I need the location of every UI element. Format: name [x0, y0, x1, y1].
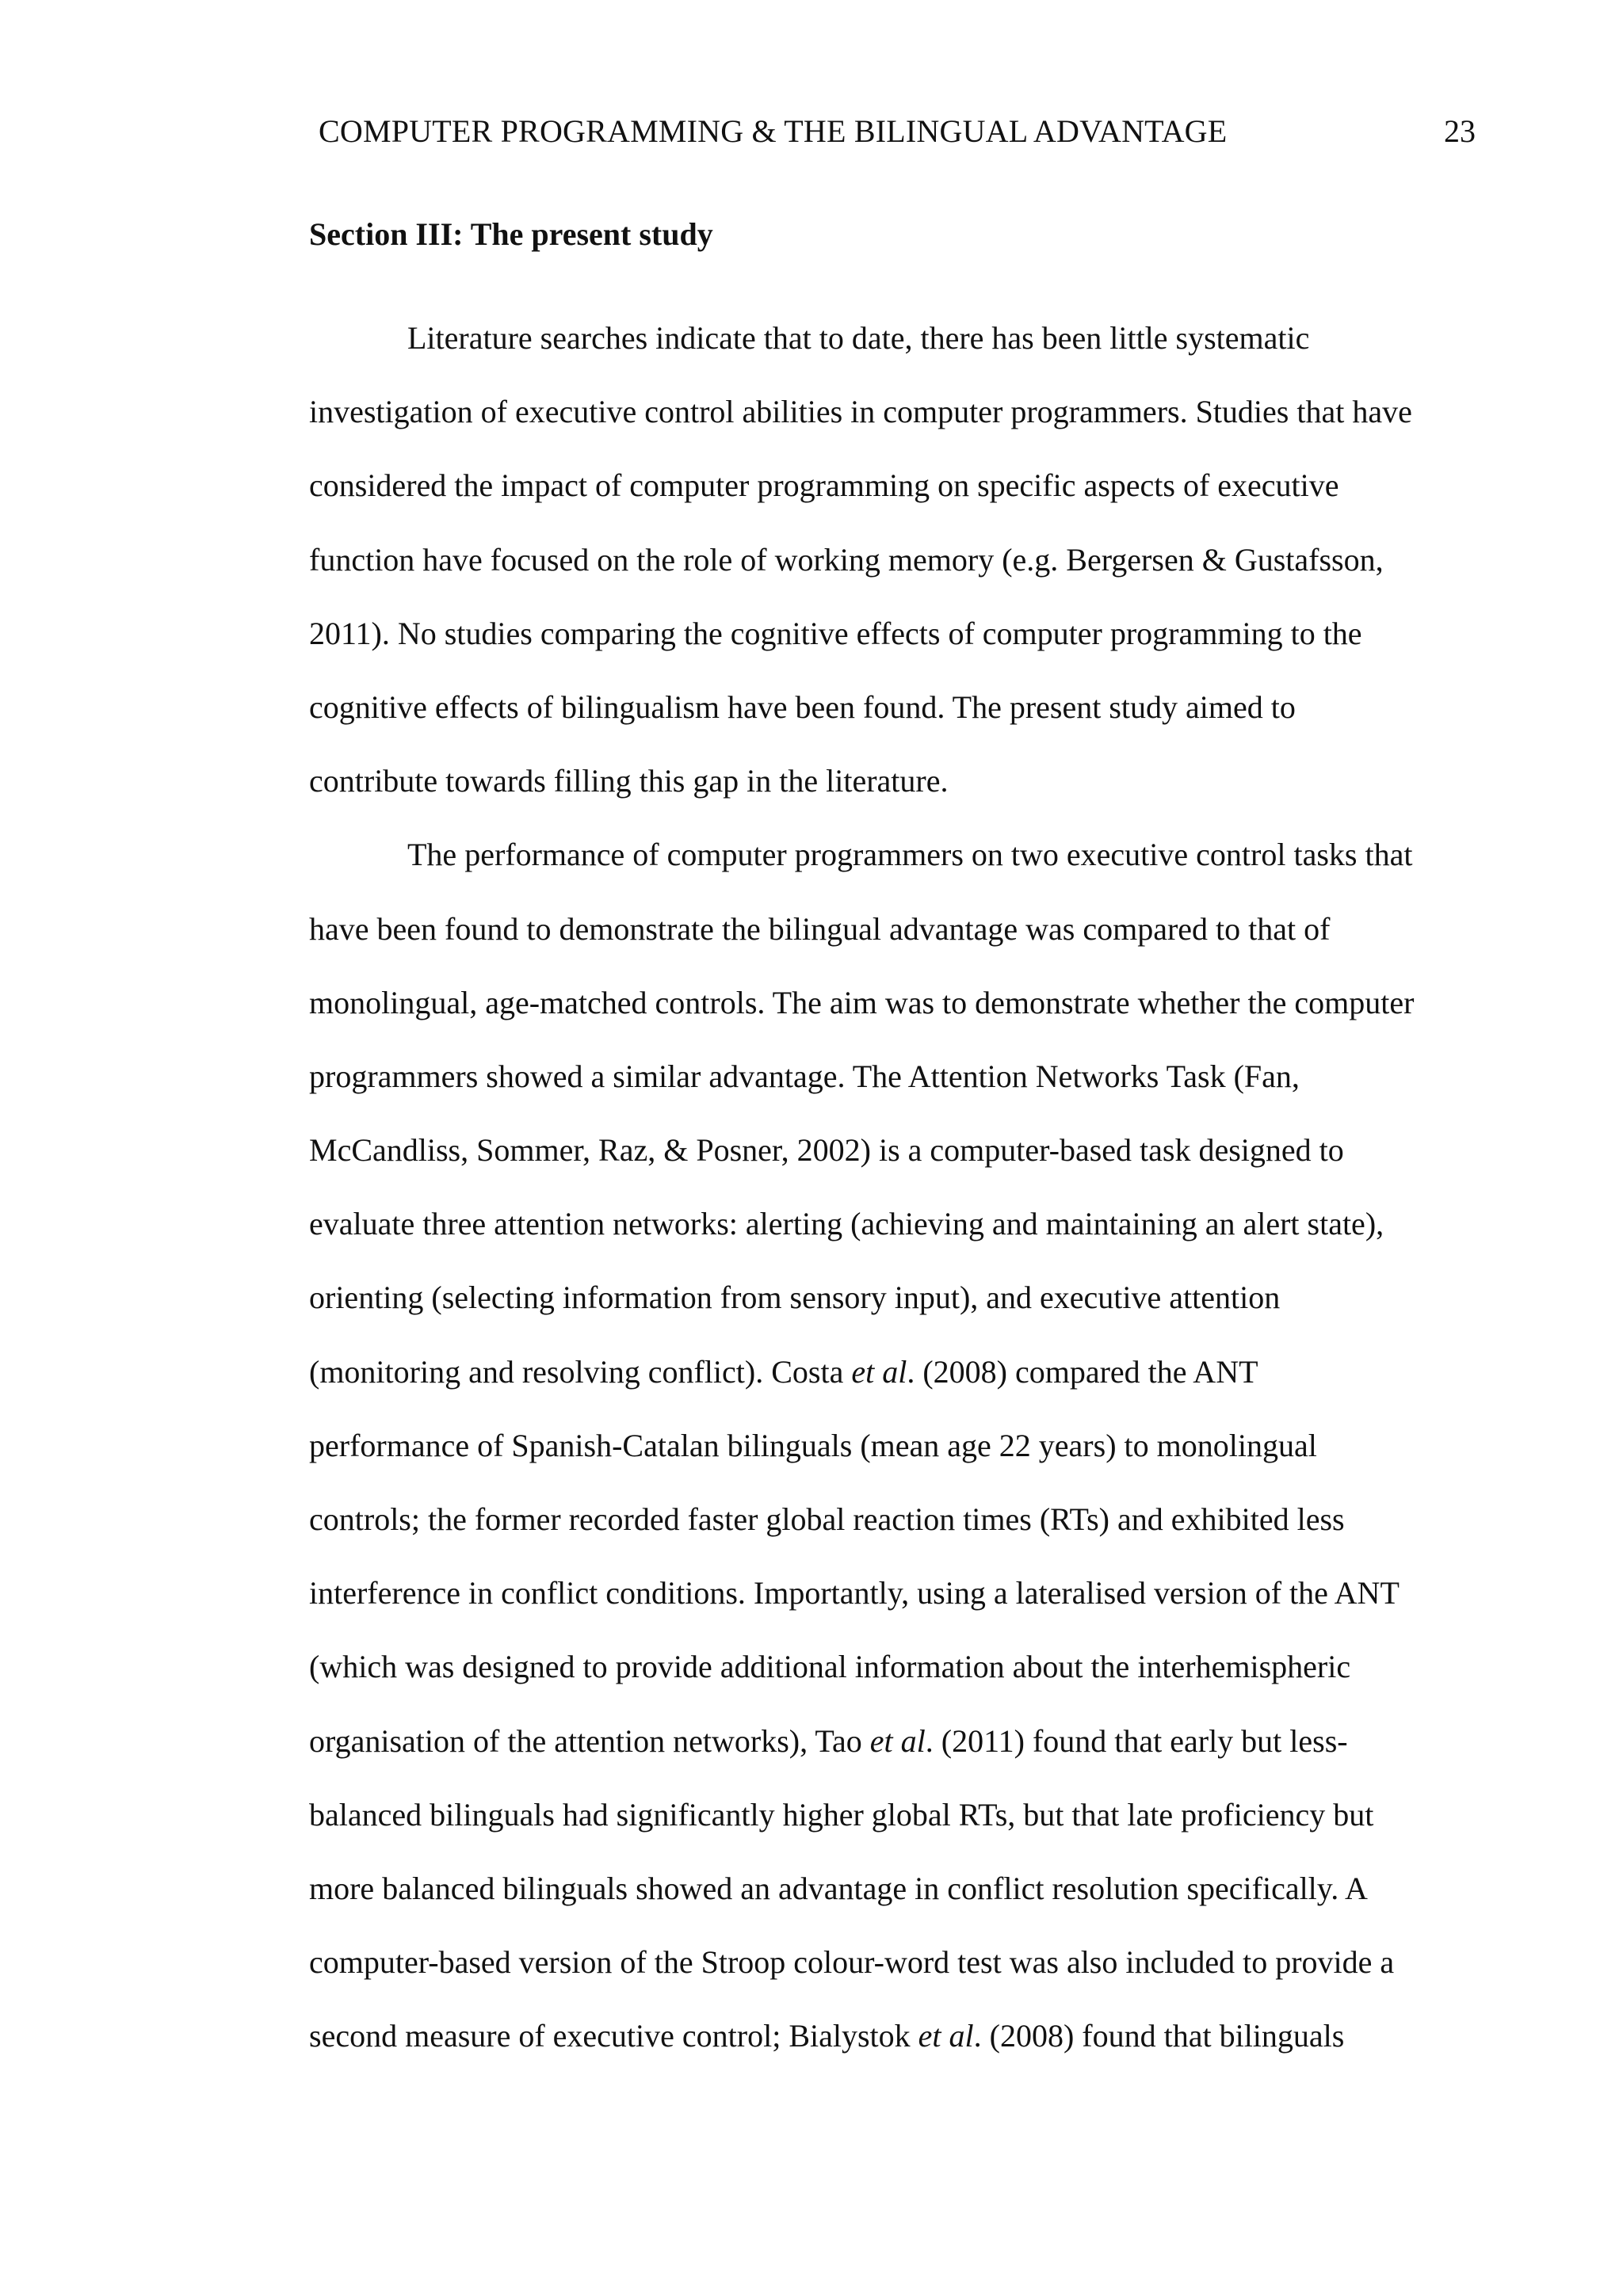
paragraph-2-line-12: (which was designed to provide additional information about the interhemispheric [309, 1649, 1351, 1685]
citation-et-al: et al [918, 2018, 974, 2054]
page-number: 23 [1444, 113, 1476, 149]
paragraph-2-line-4: programmers showed a similar advantage. The Attention Networks Task (Fan, [309, 1058, 1300, 1094]
paragraph-2-line-7: orienting (selecting information from sensory input), and executive attention [309, 1280, 1281, 1316]
paragraph-1-line-7: contribute towards filling this gap in the literature. [309, 763, 949, 799]
paragraph-2-line-15: more balanced bilinguals showed an advantage in conflict resolution specifically. A [309, 1870, 1368, 1906]
paragraph-1-line-3: considered the impact of computer programming on specific aspects of executive [309, 467, 1339, 504]
paragraph-2-line-17 [309, 1999, 1498, 2073]
paragraph-2-line-5: McCandliss, Sommer, Raz, & Posner, 2002) is a computer-based task designed to [309, 1132, 1344, 1169]
paragraph-2-line-3: monolingual, age-matched controls. The aim was to demonstrate whether the computer [309, 984, 1415, 1020]
citation-et-al: et al [869, 1722, 926, 1759]
citation-et-al: et al [851, 1353, 907, 1390]
paragraph-2-line-6: evaluate three attention networks: alerting (achieving and maintaining an alert state), [309, 1206, 1384, 1242]
paragraph-1-line-6: cognitive effects of bilingualism have been found. The present study aimed to [309, 688, 1296, 725]
text-after-italic: . (2008) found that bilinguals [973, 2018, 1345, 2054]
paragraph-2-line-8 [309, 1335, 1498, 1409]
text-after-italic: . (2011) found that early but less- [925, 1722, 1348, 1759]
paragraph-2-line-14: balanced bilinguals had significantly higher global RTs, but that late proficiency but [309, 1796, 1374, 1833]
paragraph-2-line-2: have been found to demonstrate the bilingual advantage was compared to that of [309, 910, 1331, 947]
running-head: COMPUTER PROGRAMMING & THE BILINGUAL ADVANTAGE [319, 113, 1228, 149]
body-text [309, 301, 1498, 2073]
paragraph-1-line-2: investigation of executive control abilities in computer programmers. Studies that have [309, 394, 1412, 430]
paragraph-2-line-9: performance of Spanish-Catalan bilinguals (mean age 22 years) to monolingual [309, 1427, 1317, 1463]
text-after-italic: . (2008) compared the ANT [907, 1353, 1258, 1390]
text-before-italic: organisation of the attention networks), Tao [309, 1722, 870, 1759]
paragraph-2-line-11: interference in conflict conditions. Importantly, using a lateralised version of the ANT [309, 1575, 1400, 1611]
paragraph-2-line-1: The performance of computer programmers on two executive control tasks that [407, 837, 1413, 873]
paragraph-2-line-16: computer-based version of the Stroop colour-word test was also included to provide a [309, 1944, 1395, 1981]
paragraph-1-line-1: Literature searches indicate that to date, there has been little systematic [407, 320, 1310, 356]
text-before-italic: (monitoring and resolving conflict). Costa [309, 1353, 852, 1390]
paragraph-2-line-10: controls; the former recorded faster global reaction times (RTs) and exhibited less [309, 1501, 1345, 1537]
text-before-italic: second measure of executive control; Bialystok [309, 2018, 918, 2054]
paragraph-2-line-13 [309, 1704, 1498, 1778]
paragraph-1-line-5: 2011). No studies comparing the cognitive effects of computer programming to the [309, 615, 1362, 651]
paragraph-1-line-4: function have focused on the role of working memory (e.g. Bergersen & Gustafsson, [309, 541, 1384, 578]
section-heading: Section III: The present study [309, 216, 713, 252]
